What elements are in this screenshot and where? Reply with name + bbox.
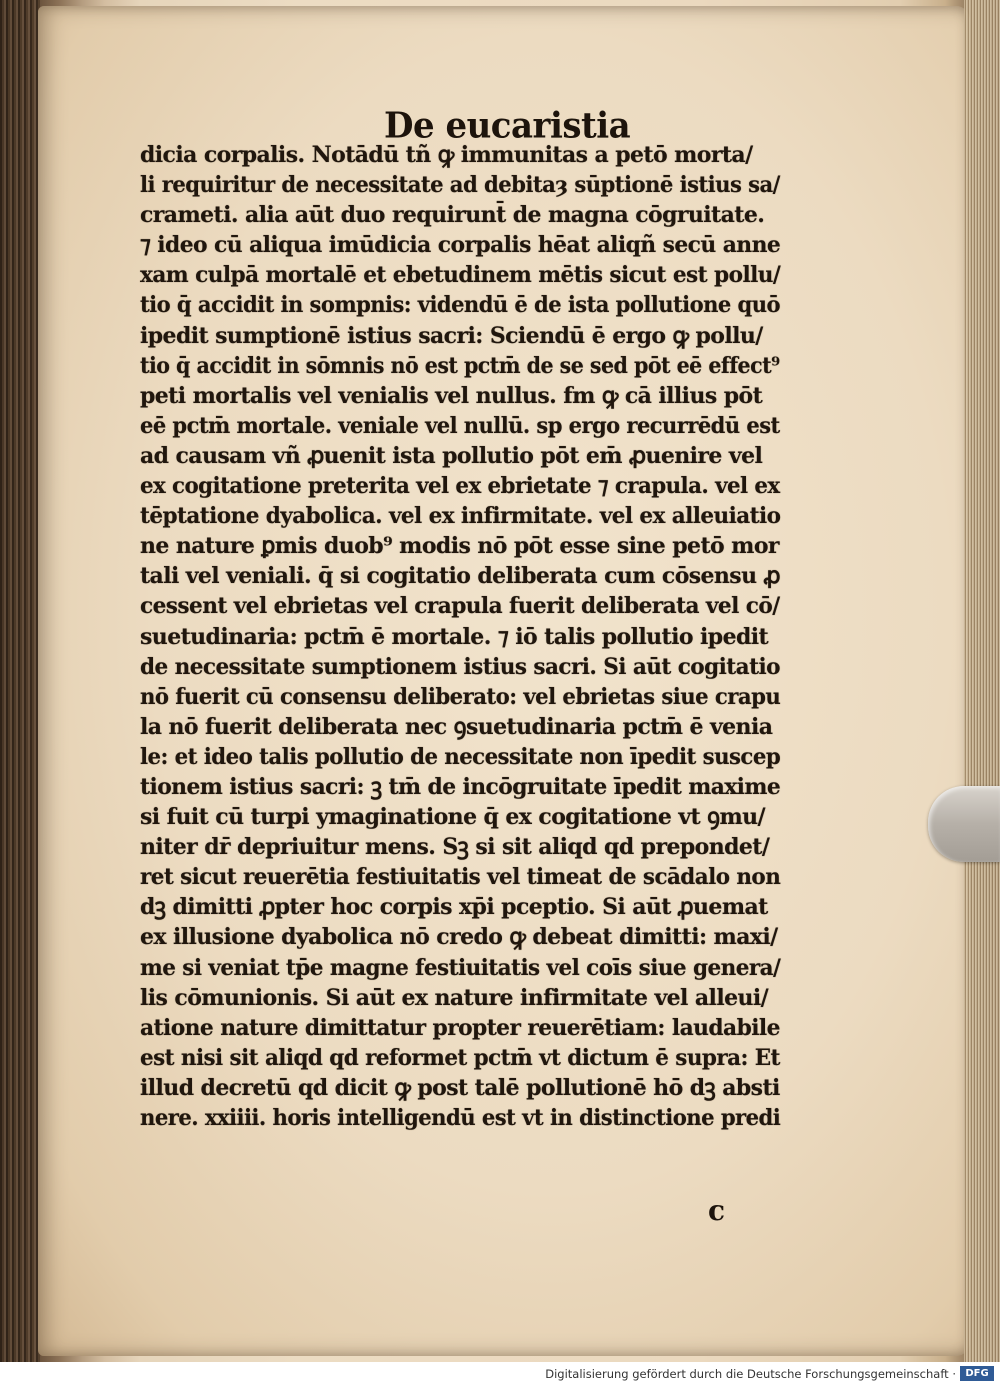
text-line: le: et ideo talis pollutio de necessitate non īpedit suscep (140, 743, 781, 770)
text-line: tali vel veniali. q̄ si cogitatio deliberata cum cōsensu ꝓ (140, 563, 780, 590)
text-line: tionem istius sacri: ꝫ tm̄ de incōgruitate īpedit maxime (140, 773, 781, 800)
text-line: xam culpā mortalē et ebetudinem mētis sicut est pollu/ (140, 262, 781, 289)
text-line: nō fuerit cū consensu deliberato: vel ebrietas siue crapu (140, 683, 781, 710)
text-line: ex illusione dyabolica nō credo ꝙ debeat dimitti: maxi/ (140, 924, 778, 951)
text-line: est nisi sit aliqd qd reformet pctm̄ vt dictum ē supra: Et (140, 1044, 780, 1071)
text-line: eē pctm̄ mortale. veniale vel nullū. sp ergo recurrēdū est (140, 412, 780, 439)
text-line: ex cogitatione preterita vel ex ebrietate ⁊ crapula. vel ex (140, 473, 780, 500)
text-line: cessent vel ebrietas vel crapula fuerit deliberata vel cō/ (140, 593, 780, 620)
signature-mark: c (708, 1194, 726, 1227)
text-line: ad causam vñ ꝓuenit ista pollutio pōt em̄ ꝓuenire vel (140, 442, 763, 469)
text-line: ipedit sumptionē istius sacri: Sciendū ē ergo ꝙ pollu/ (140, 322, 763, 349)
text-line: si fuit cū turpi ymaginatione q̄ ex cogitatione vt ꝯmu/ (140, 804, 765, 831)
text-line: me si veniat tp̄e magne festiuitatis vel coīs siue genera/ (140, 954, 781, 981)
book-fore-edge (964, 0, 1000, 1362)
text-line: illud decretū qd dicit ꝙ post talē pollutionē hō dꝫ absti (140, 1074, 780, 1101)
text-line: la nō fuerit deliberata nec ꝯsuetudinaria pctm̄ ē venia (140, 713, 773, 740)
book-clasp (928, 786, 1000, 862)
text-line: nere. xxiiii. horis intelligendū est vt in distinctione predi (140, 1105, 781, 1131)
text-line: niter dr̄ depriuitur mens. Sꝫ si sit aliqd qd prepondet/ (140, 834, 770, 861)
text-line: dicia corpalis. Notādū tñ ꝙ immunitas a petō morta/ (140, 142, 753, 168)
text-line: tio q̄ accidit in sōmnis nō est pctm̄ de se sed pōt eē effect⁹ (140, 352, 780, 379)
text-line: atione nature dimittatur propter reuerētiam: laudabile (140, 1014, 780, 1041)
text-line: ⁊ ideo cū aliqua imūdicia corpalis hēat aliqñ secū anne (140, 232, 781, 259)
text-line: suetudinaria: pctm̄ ē mortale. ⁊ iō talis pollutio ipedit (140, 623, 769, 650)
footer-bar (0, 1362, 1000, 1386)
text-line: tēptatione dyabolica. vel ex infirmitate. vel ex alleuiatio (140, 503, 781, 530)
text-line: crameti. alia aūt duo requirunt̄ de magna cōgruitate. (140, 202, 765, 229)
text-line: de necessitate sumptionem istius sacri. Si aūt cogitatio (140, 653, 780, 680)
dfg-logo: DFG (960, 1366, 994, 1381)
running-head: De eucaristia (384, 105, 631, 147)
footer-credit: Digitalisierung gefördert durch die Deutsche Forschungsgemeinschaft · (545, 1367, 956, 1381)
text-line: peti mortalis vel venialis vel nullus. fm ꝙ cā illius pōt (140, 382, 763, 409)
text-line: dꝫ dimitti ꝓpter hoc corpis xp̄i pceptio. Si aūt ꝓuemat (140, 894, 768, 921)
text-line: li requiritur de necessitate ad debitaȝ sūptionē istius sa/ (140, 172, 780, 199)
text-block (140, 140, 795, 1133)
text-line: tio q̄ accidit in sompnis: videndū ē de ista pollutione quō (140, 292, 780, 319)
text-line: ne nature ꝑmis duob⁹ modis nō pōt esse sine petō mor (140, 533, 779, 560)
text-line: lis cōmunionis. Si aūt ex nature infirmitate vel alleui/ (140, 984, 769, 1011)
book-gutter-left (0, 0, 40, 1362)
text-line: ret sicut reuerētia festiuitatis vel timeat de scādalo non (140, 864, 781, 891)
